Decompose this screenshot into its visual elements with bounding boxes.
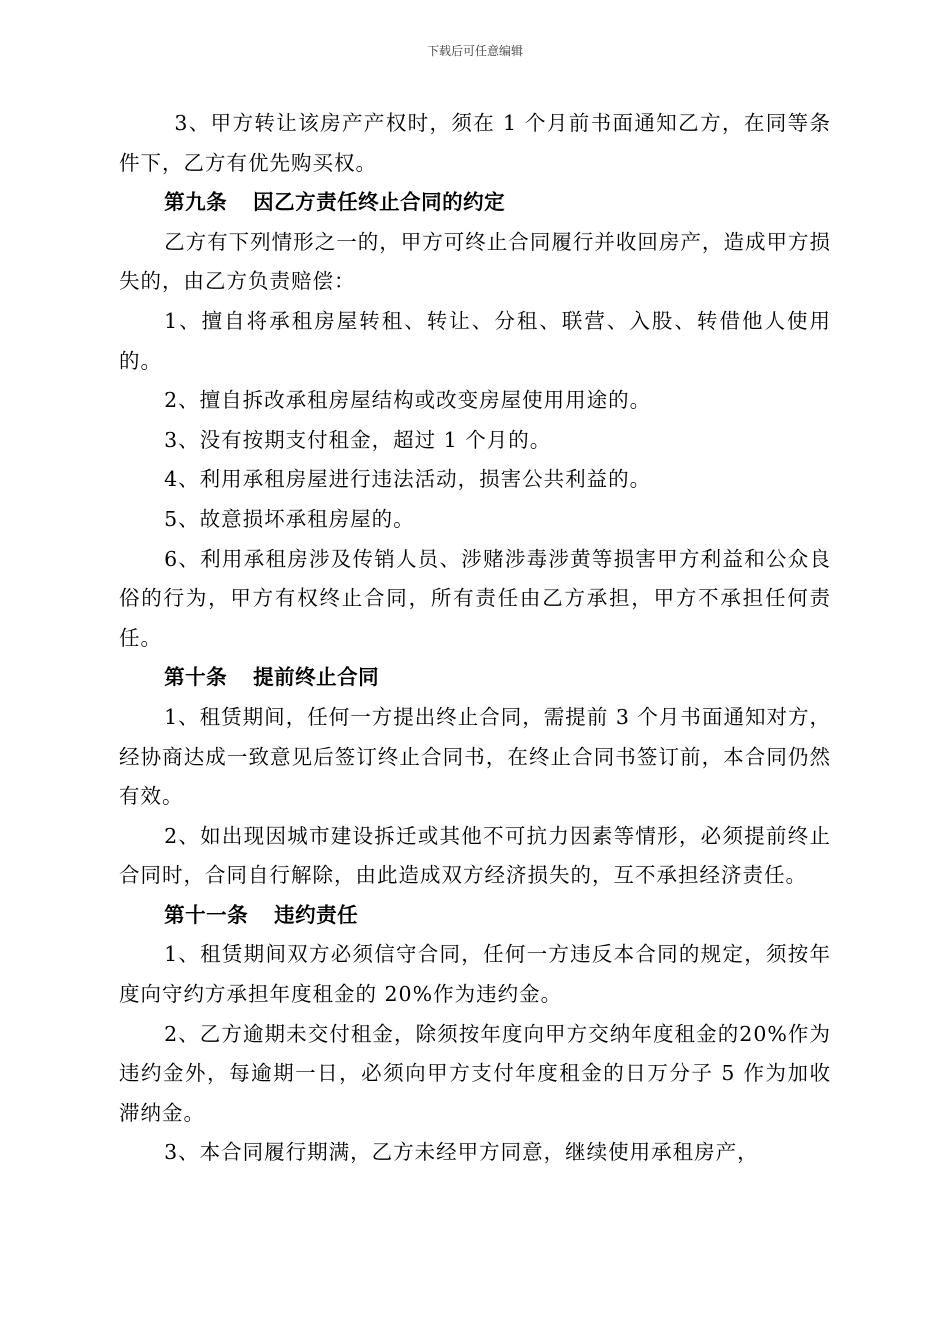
page-header: 下载后可任意编辑 (426, 44, 523, 58)
paragraph-article-9-item-3: 3、没有按期支付租金，超过 1 个月的。 (164, 427, 552, 452)
paragraph-article-9-item-6: 6、利用承租房涉及传销人员、涉赌涉毒涉黄等损害甲方利益和公众良俗的行为，甲方有权终止合同，所有责任由乙方承担，甲方不承担任何责任。 (119, 546, 831, 650)
paragraph-clause-8-3: 3、甲方转让该房产产权时，须在 1 个月前书面通知乙方，在同等条件下，乙方有优先购买权。 (119, 111, 831, 175)
paragraph-article-9-item-4: 4、利用承租房屋进行违法活动，损害公共利益的。 (164, 467, 652, 492)
article-9-number: 第九条 (164, 190, 228, 215)
article-11-heading (119, 896, 831, 936)
article-9-heading (119, 183, 831, 223)
article-9-title: 因乙方责任终止合同的约定 (253, 190, 506, 215)
paragraph-article-11-item-3: 3、本合同履行期满，乙方未经甲方同意，继续使用承租房产， (164, 1140, 759, 1165)
paragraph-article-10-item-2: 2、如出现因城市建设拆迁或其他不可抗力因素等情形，必须提前终止合同时，合同自行解除，由此造成双方经济损失的，互不承担经济责任。 (119, 823, 831, 888)
article-10-title: 提前终止合同 (253, 665, 380, 690)
paragraph-article-10-item-1: 1、租赁期间，任何一方提出终止合同，需提前 3 个月书面通知对方，经协商达成一致意见后签订终止合同书，在终止合同书签订前，本合同仍然有效。 (119, 704, 831, 809)
paragraph-article-9-item-5: 5、故意损坏承租房屋的。 (164, 506, 415, 531)
article-10-number: 第十条 (164, 665, 228, 690)
paragraph-article-9-intro: 乙方有下列情形之一的，甲方可终止合同履行并收回房产，造成甲方损失的，由乙方负责赔偿： (119, 229, 831, 294)
paragraph-article-9-item-2: 2、擅自拆改承租房屋结构或改变房屋使用用途的。 (164, 388, 652, 413)
paragraph-article-11-item-2: 2、乙方逾期未交付租金，除须按年度向甲方交纳年度租金的20%作为违约金外，每逾期一日，必须向甲方支付年度租金的日万分子 5 作为加收滞纳金。 (119, 1021, 831, 1125)
article-11-title: 违约责任 (274, 902, 359, 927)
document-body (119, 104, 831, 1173)
paragraph-article-11-item-1: 1、租赁期间双方必须信守合同，任何一方违反本合同的规定，须按年度向守约方承担年度租金的 20%作为违约金。 (119, 942, 831, 1007)
article-10-heading (119, 658, 831, 698)
paragraph-article-9-item-1: 1、擅自将承租房屋转租、转让、分租、联营、入股、转借他人使用的。 (119, 308, 831, 373)
article-11-number: 第十一条 (164, 902, 249, 927)
